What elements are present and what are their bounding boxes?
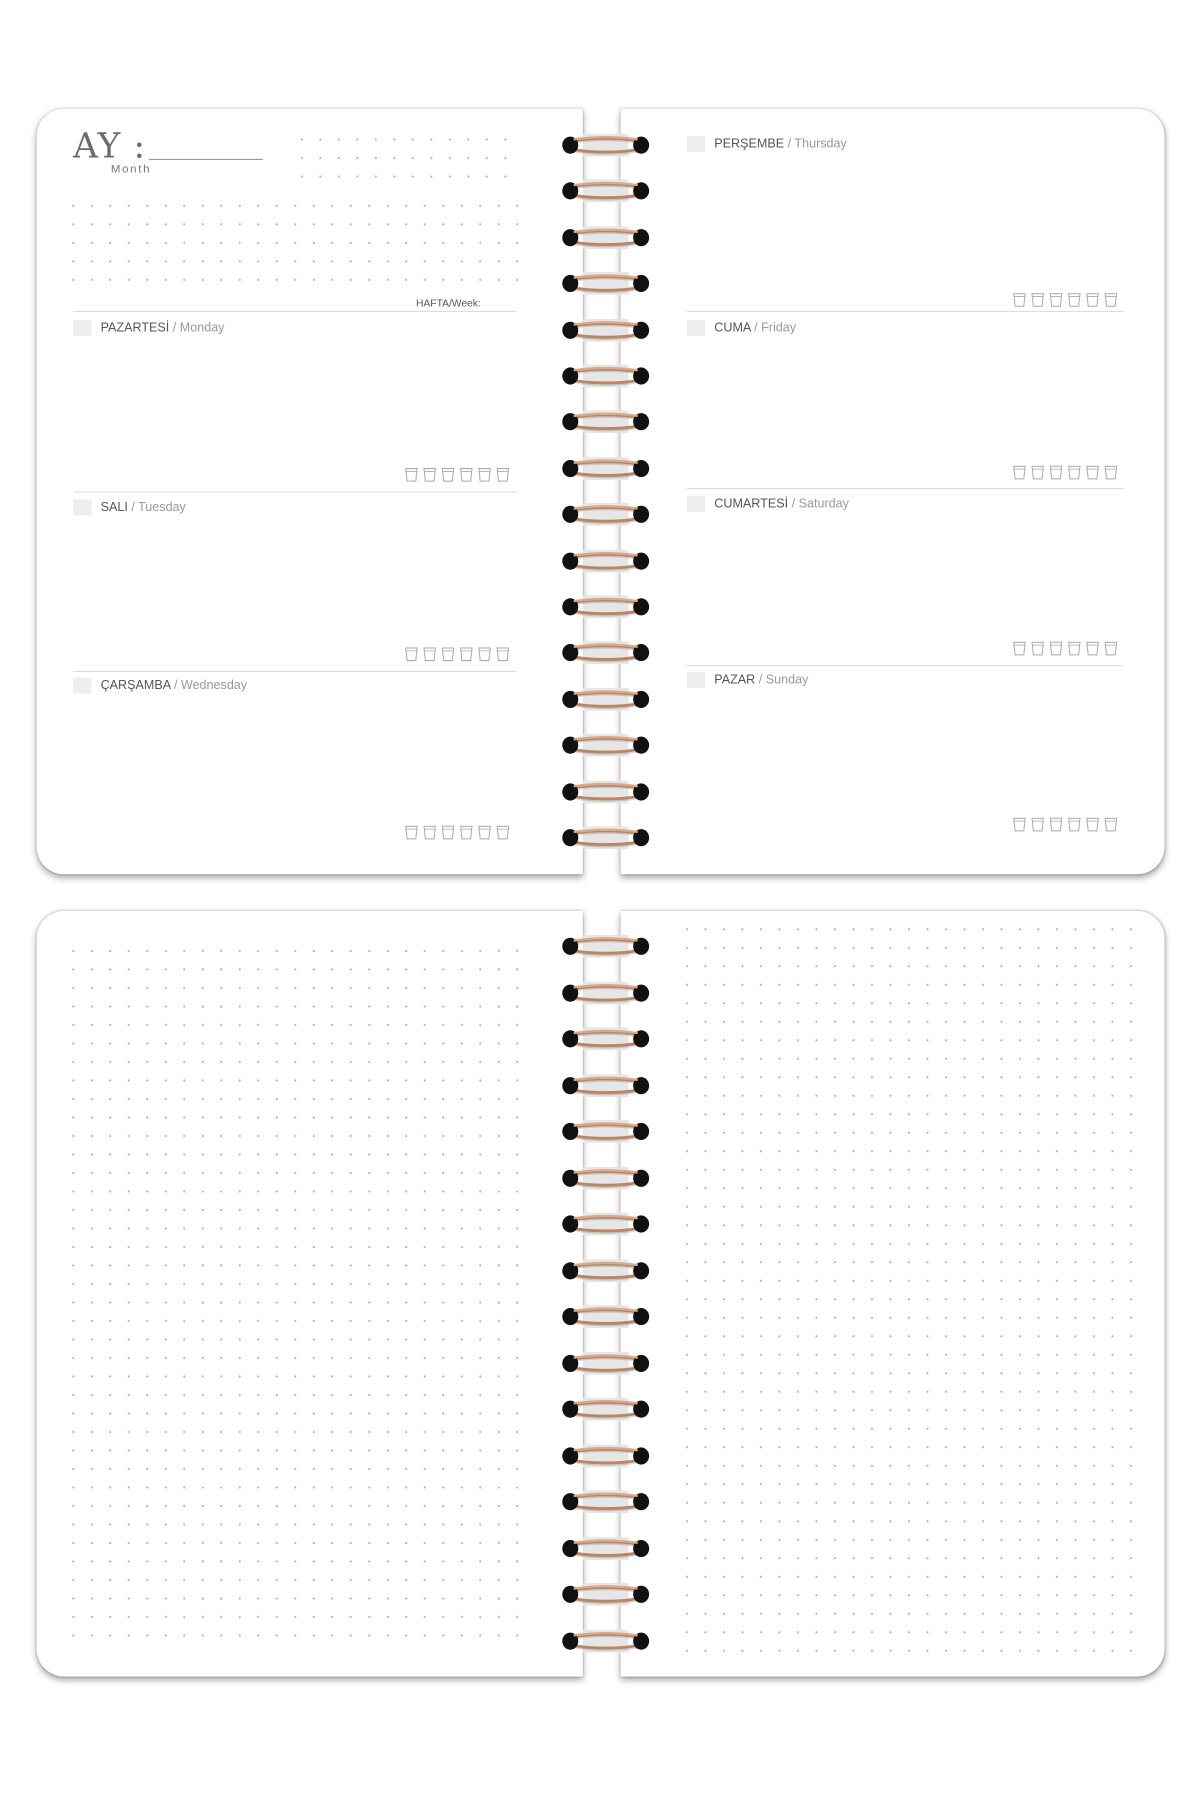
spiral-ring-icon <box>560 1583 651 1606</box>
water-cup-icon[interactable] <box>423 467 437 482</box>
water-cup-icon[interactable] <box>1031 293 1045 308</box>
water-cup-icon[interactable] <box>1013 465 1027 480</box>
water-cup-icon[interactable] <box>1104 465 1118 480</box>
water-cup-icon[interactable] <box>423 825 437 840</box>
water-cup-icon[interactable] <box>1104 641 1118 656</box>
spiral-ring-icon <box>560 134 651 157</box>
spiral-ring-icon <box>560 226 651 249</box>
water-cup-icon[interactable] <box>459 467 473 482</box>
day-name-en: / Tuesday <box>127 500 186 515</box>
day-checkbox[interactable] <box>687 496 705 512</box>
water-cup-icon[interactable] <box>405 647 419 662</box>
day-name-tr: SALI <box>100 500 128 515</box>
spiral-ring-icon <box>560 1259 651 1282</box>
water-tracker <box>1013 293 1118 308</box>
water-cup-icon[interactable] <box>1086 817 1100 832</box>
dot-grid-header <box>293 130 522 187</box>
spiral-ring-icon <box>560 1490 651 1513</box>
day-name-en: / Sunday <box>755 673 809 687</box>
water-cup-icon[interactable] <box>441 647 455 662</box>
spiral-ring-icon <box>560 734 651 757</box>
day-name-tr: PAZARTESİ <box>100 321 170 335</box>
water-cup-icon[interactable] <box>1067 465 1081 480</box>
water-cup-icon[interactable] <box>1049 641 1063 656</box>
water-cup-icon[interactable] <box>478 467 492 482</box>
water-cup-icon[interactable] <box>1013 817 1027 832</box>
day-wednesday <box>73 678 247 694</box>
spiral-ring-icon <box>560 180 651 203</box>
day-saturday <box>687 496 849 512</box>
day-checkbox[interactable] <box>687 136 705 152</box>
divider <box>73 671 516 672</box>
divider <box>687 488 1124 489</box>
spiral-ring-icon <box>560 1629 651 1652</box>
day-monday <box>73 320 224 336</box>
water-cup-icon[interactable] <box>405 467 419 482</box>
spiral-ring-icon <box>560 595 651 618</box>
water-cup-icon[interactable] <box>1104 293 1118 308</box>
spiral-ring-icon <box>560 826 651 849</box>
spiral-ring-icon <box>560 549 651 572</box>
water-cup-icon[interactable] <box>478 647 492 662</box>
divider <box>687 311 1124 312</box>
spiral-ring-icon <box>560 411 651 434</box>
water-cup-icon[interactable] <box>1013 641 1027 656</box>
day-checkbox[interactable] <box>73 499 91 515</box>
water-cup-icon[interactable] <box>1049 817 1063 832</box>
water-tracker <box>405 825 510 840</box>
spiral-ring-icon <box>560 1166 651 1189</box>
spiral-ring-icon <box>560 457 651 480</box>
water-cup-icon[interactable] <box>459 647 473 662</box>
week-label: HAFTA/Week: <box>415 297 481 309</box>
water-cup-icon[interactable] <box>1031 465 1045 480</box>
month-write-line[interactable] <box>149 159 263 160</box>
day-checkbox[interactable] <box>73 320 91 336</box>
divider <box>73 491 516 492</box>
water-cup-icon[interactable] <box>1013 293 1027 308</box>
spiral-ring-icon <box>560 1351 651 1374</box>
water-cup-icon[interactable] <box>423 647 437 662</box>
day-name-en: / Friday <box>750 321 797 335</box>
day-name-tr: PERŞEMBE <box>714 137 785 151</box>
spiral-ring-icon <box>560 642 651 665</box>
spiral-ring-icon <box>560 272 651 295</box>
spiral-ring-icon <box>560 1398 651 1421</box>
weekly-planner-right-page <box>621 109 1165 875</box>
day-thursday <box>687 136 847 152</box>
water-cup-icon[interactable] <box>1067 641 1081 656</box>
spiral-ring-icon <box>560 1444 651 1467</box>
water-cup-icon[interactable] <box>478 825 492 840</box>
water-tracker <box>1013 817 1118 832</box>
day-name-en: / Wednesday <box>170 678 248 693</box>
water-cup-icon[interactable] <box>1086 465 1100 480</box>
spiral-ring-icon <box>560 365 651 388</box>
water-cup-icon[interactable] <box>1067 293 1081 308</box>
water-cup-icon[interactable] <box>1104 817 1118 832</box>
water-cup-icon[interactable] <box>441 825 455 840</box>
water-cup-icon[interactable] <box>459 825 473 840</box>
spiral-ring-icon <box>560 1027 651 1050</box>
water-cup-icon[interactable] <box>1049 293 1063 308</box>
spiral-ring-icon <box>560 780 651 803</box>
month-title: AY : <box>73 126 147 167</box>
day-friday <box>687 320 796 336</box>
water-cup-icon[interactable] <box>1067 817 1081 832</box>
day-checkbox[interactable] <box>687 672 705 688</box>
dot-grid <box>64 942 527 1645</box>
spiral-ring-icon <box>560 1074 651 1097</box>
dot-grid-notes <box>64 197 521 286</box>
water-cup-icon[interactable] <box>1031 817 1045 832</box>
day-name-en: / Saturday <box>788 497 849 511</box>
dot-grid-right-page <box>621 911 1165 1677</box>
spiral-ring-icon <box>560 688 651 711</box>
spiral-ring-icon <box>560 503 651 526</box>
month-subtitle: Month <box>110 163 152 176</box>
water-tracker <box>1013 641 1118 656</box>
water-tracker <box>1013 465 1118 480</box>
day-tuesday <box>73 499 186 515</box>
day-name-en: / Thursday <box>784 137 847 151</box>
day-name-tr: CUMARTESİ <box>714 497 789 511</box>
spiral-ring-icon <box>560 318 651 341</box>
day-name-tr: ÇARŞAMBA <box>100 678 171 693</box>
dot-grid-left-page <box>37 911 583 1677</box>
spiral-ring-icon <box>560 1213 651 1236</box>
day-sunday <box>687 672 809 688</box>
weekly-planner-left-page <box>37 109 583 875</box>
day-checkbox[interactable] <box>687 320 705 336</box>
dot-grid <box>678 920 1141 1657</box>
day-name-tr: CUMA <box>714 321 751 335</box>
day-name-en: / Monday <box>169 321 225 335</box>
spiral-ring-icon <box>560 935 651 958</box>
spiral-ring-icon <box>560 981 651 1004</box>
water-cup-icon[interactable] <box>1031 641 1045 656</box>
divider <box>687 665 1124 666</box>
water-cup-icon[interactable] <box>1049 465 1063 480</box>
water-cup-icon[interactable] <box>496 647 510 662</box>
spiral-ring-icon <box>560 1120 651 1143</box>
water-cup-icon[interactable] <box>1086 293 1100 308</box>
day-name-tr: PAZAR <box>714 673 756 687</box>
water-cup-icon[interactable] <box>405 825 419 840</box>
water-tracker <box>405 647 510 662</box>
day-checkbox[interactable] <box>73 678 91 694</box>
water-cup-icon[interactable] <box>496 825 510 840</box>
spiral-ring-icon <box>560 1537 651 1560</box>
spiral-ring-icon <box>560 1305 651 1328</box>
water-cup-icon[interactable] <box>441 467 455 482</box>
water-cup-icon[interactable] <box>496 467 510 482</box>
water-tracker <box>405 467 510 482</box>
divider <box>73 311 516 312</box>
water-cup-icon[interactable] <box>1086 641 1100 656</box>
